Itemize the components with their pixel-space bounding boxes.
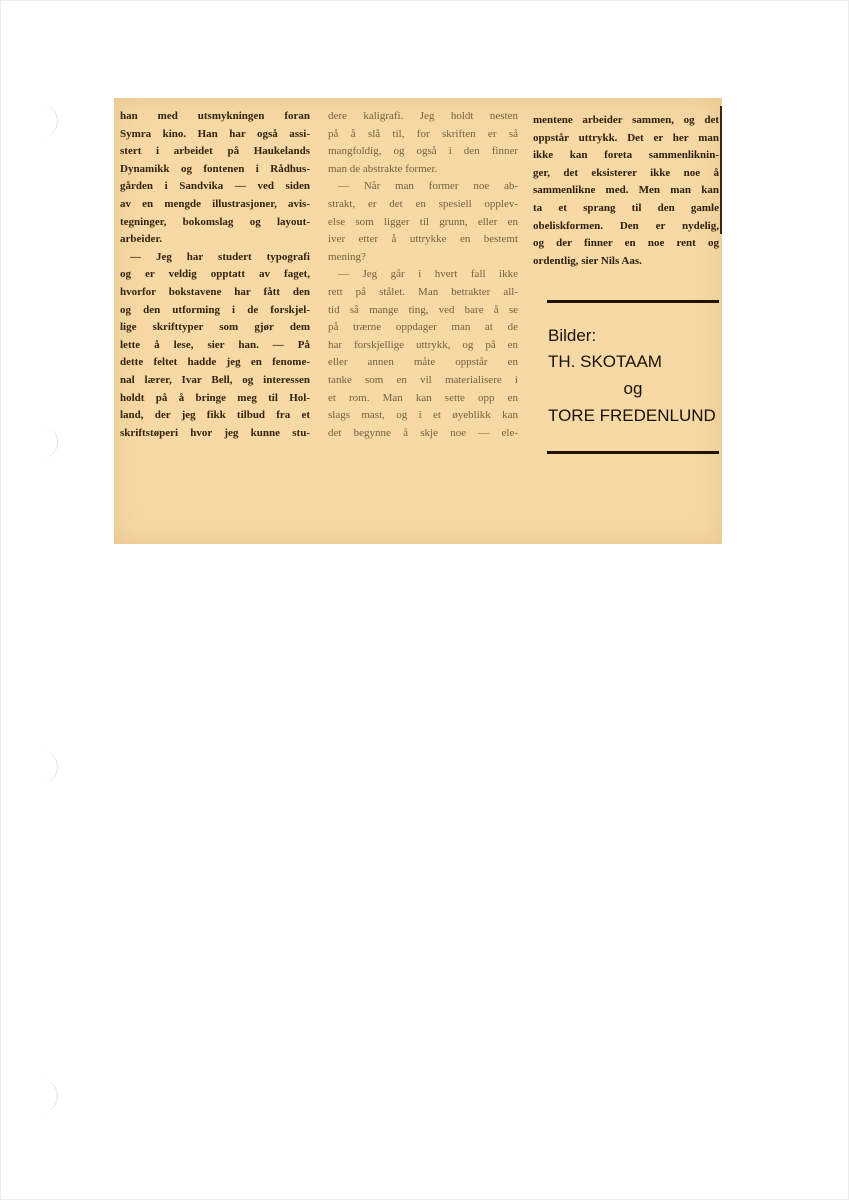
- text-line: ikke kan foreta sammenliknin-: [533, 149, 719, 162]
- text-line: ta et sprang til den gamle: [533, 201, 719, 214]
- text-line: han med utsmykningen foran: [120, 110, 310, 122]
- credit-label: Bilder:: [548, 326, 597, 345]
- text-line: arbeider.: [120, 233, 163, 246]
- text-line: mangfoldig, og også i den finner: [328, 145, 518, 158]
- text-line: mentene arbeider sammen, og det: [533, 114, 719, 126]
- text-line: strakt, er det en spesiell opplev-: [328, 197, 518, 210]
- text-line: land, der jeg fikk tilbud fra et: [120, 409, 310, 422]
- column-rule: [720, 106, 722, 234]
- text-line: obeliskformen. Den er nydelig,: [533, 219, 719, 232]
- text-line: stert i arbeidet på Haukelands: [120, 145, 310, 158]
- text-line: holdt på å bringe meg til Hol-: [120, 391, 310, 404]
- text-line: nal lærer, Ivar Bell, og interessen: [120, 373, 310, 386]
- punch-hole: [31, 104, 58, 138]
- text-line: Dynamikk og fontenen i Rådhus-: [120, 162, 310, 175]
- newspaper-clipping: [114, 98, 722, 544]
- text-line: tegninger, bokomslag og layout-: [120, 215, 310, 228]
- text-line: — Når man former noe ab-: [338, 180, 518, 193]
- credit-name: TH. SKOTAAM: [548, 352, 662, 371]
- text-line: gården i Sandvika — ved siden: [120, 180, 310, 193]
- text-line: og er veldig opptatt av faget,: [120, 268, 310, 281]
- text-line: dere kaligrafi. Jeg holdt nesten: [328, 110, 518, 122]
- text-line: — Jeg har studert typografi: [130, 250, 310, 263]
- article-column-2: [328, 108, 518, 442]
- text-line: — Jeg går i hvert fall ikke: [338, 268, 518, 281]
- credit-bottom-rule: [547, 451, 719, 454]
- text-line: oppstår uttrykk. Det er her man: [533, 131, 719, 144]
- punch-hole: [31, 1079, 58, 1113]
- text-line: eller annen måte oppstår en: [328, 356, 518, 369]
- text-line: på trærne oppdager man at de: [328, 321, 518, 334]
- text-line: skriftstøperi hvor jeg kunne stu-: [120, 426, 310, 439]
- text-line: dette feltet hadde jeg en fenome-: [120, 356, 310, 369]
- text-line: lette å lese, sier han. — På: [120, 338, 310, 351]
- text-line: ordentlig, sier Nils Aas.: [533, 254, 642, 267]
- credit-conjunction: og: [623, 379, 643, 398]
- text-line: og den utforming i de forskjel-: [120, 303, 310, 316]
- text-line: tid så mange ting, ved bare å se: [328, 303, 518, 316]
- text-line: else som ligger til grunn, eller en: [328, 215, 518, 228]
- text-line: ger, det eksisterer ikke noe å: [533, 166, 719, 179]
- article-column-3: [533, 112, 719, 270]
- credit-name: TORE FREDENLUND: [548, 406, 716, 425]
- text-line: det begynne å skje noe — ele-: [328, 426, 518, 439]
- text-line: av en mengde illustrasjoner, avis-: [120, 197, 310, 210]
- punch-hole: [31, 750, 58, 784]
- text-line: et rom. Man kan sette opp en: [328, 391, 518, 404]
- text-line: rett på stålet. Man betrakter all-: [328, 285, 518, 298]
- punch-hole: [31, 425, 58, 459]
- text-line: på å slå til, for skriften er så: [328, 127, 518, 140]
- text-line: iver etter å uttrykke en bestemt: [328, 233, 518, 246]
- text-line: Symra kino. Han har også assi-: [120, 127, 310, 140]
- text-line: slags mast, og i et øyeblikk kan: [328, 409, 518, 422]
- text-line: lige skrifttyper som gjør dem: [120, 321, 310, 334]
- text-line: mening?: [328, 250, 366, 263]
- text-line: og der finner en noe rent og: [533, 237, 719, 250]
- text-line: tanke som en vil materialisere i: [328, 373, 518, 386]
- text-line: man de abstrakte former.: [328, 162, 438, 175]
- article-column-1: [120, 108, 310, 442]
- text-line: hvorfor bokstavene har fått den: [120, 285, 310, 298]
- text-line: sammenlikne med. Men man kan: [533, 184, 719, 197]
- text-line: har forskjellige uttrykk, og på en: [328, 338, 518, 351]
- credit-top-rule: [547, 300, 719, 303]
